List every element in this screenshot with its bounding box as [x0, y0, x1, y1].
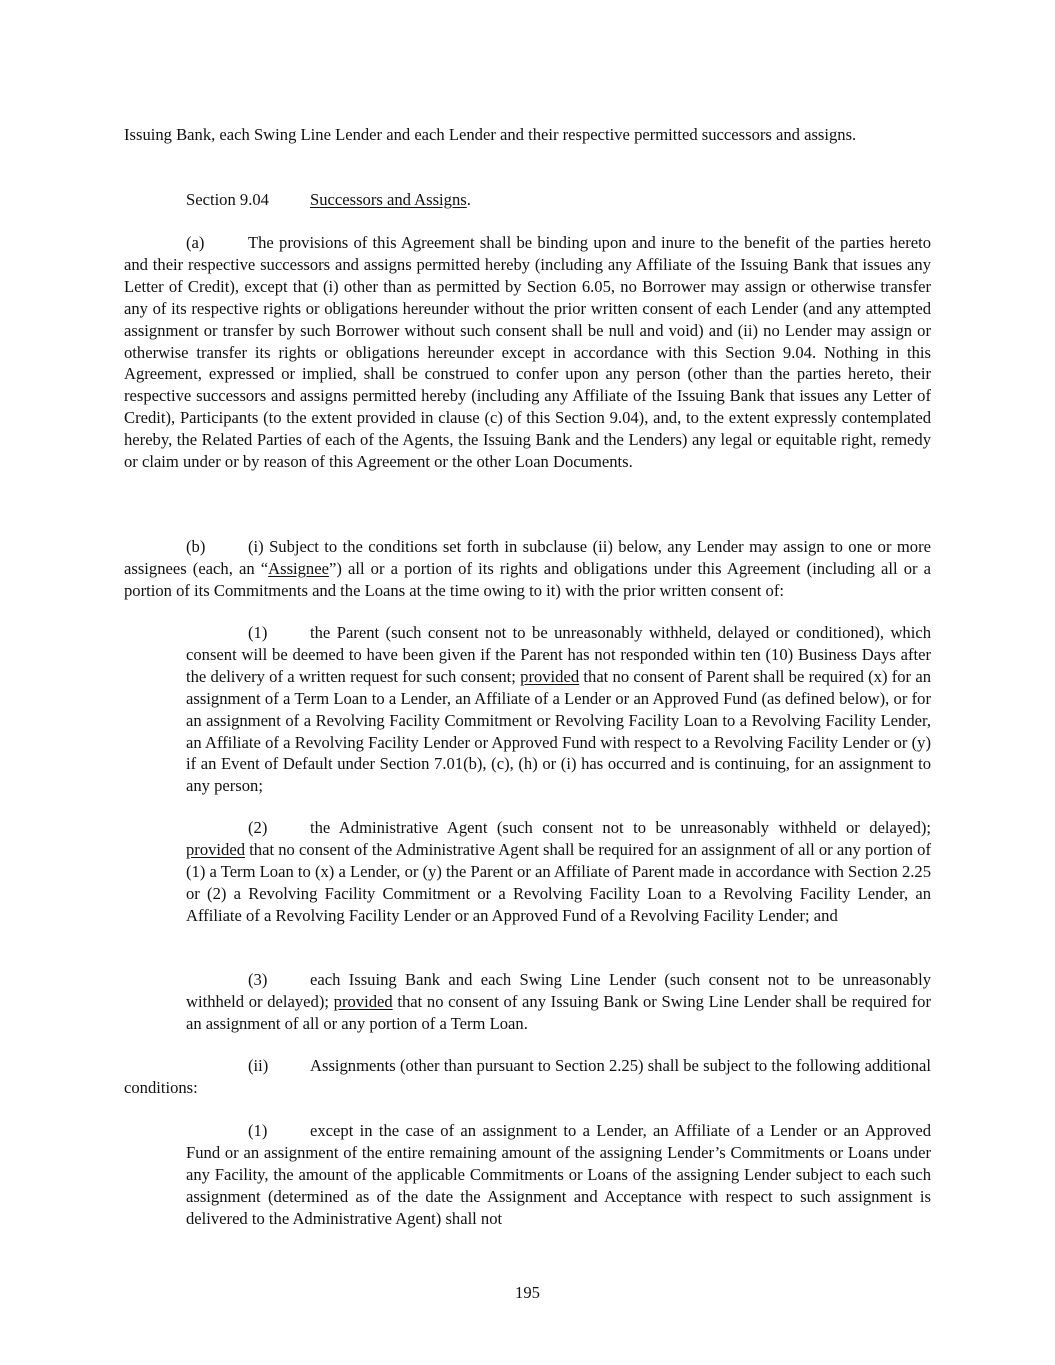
consent-item-3: (3) each Issuing Bank and each Swing Line Lender (such consent not to be unreasonably withheld or delayed); provided that no consent of any Issuing Bank or Swing Line Lender shall be required for an assignment of all or any portion of a Term Loan. — [186, 970, 931, 1033]
subclause-ii — [124, 1055, 931, 1099]
consent-item-3-label: (3) — [248, 970, 268, 989]
section-heading: Section 9.04 Successors and Assigns. — [186, 190, 471, 209]
section-number: Section 9.04 — [186, 190, 269, 209]
page-number: 195 — [515, 1283, 540, 1302]
subclause-ii-text: Assignments (other than pursuant to Section 2.25) shall be subject to the following additional conditions: — [124, 1056, 931, 1097]
paragraph-a-label: (a) — [186, 233, 205, 252]
defined-term-assignee: Assignee — [268, 558, 329, 578]
condition-item-1-text: except in the case of an assignment to a Lender, an Affiliate of a Lender or an Approved Fund or an assignment of the entire remaining amount of the assigning Lender’s Commitments or Loans under any Facility, the amount of the applicable Commitments or Loans of the assigning Lender subject to each such assignment (determined as of the date the Assignment and Acceptance with respect to such assignment is delivered to the Administrative Agent) shall not — [186, 1121, 931, 1228]
proviso-term: provided — [520, 666, 580, 686]
consent-item-2-label: (2) — [248, 818, 268, 837]
condition-item-1-label: (1) — [248, 1121, 268, 1140]
section-title: Successors and Assigns — [310, 190, 467, 209]
paragraph-a-text: The provisions of this Agreement shall be binding upon and inure to the benefit of the parties hereto and their respective successors and assigns permitted hereby (including any Affiliate of the Issuing Bank that issues any Letter of Credit), except that (i) other than as permitted by Section 6.05, no Borrower may assign or otherwise transfer any of its respective rights or obligations hereunder without the prior written consent of each Lender (and any attempted assignment or transfer by such Borrower without such consent shall be null and void) and (ii) no Lender may assign or otherwise transfer its rights or obligations hereunder except in accordance with this Section 9.04. Nothing in this Agreement, expressed or implied, shall be construed to confer upon any person (other than the parties hereto, their respective successors and assigns permitted hereby (including any Affiliate of the Issuing Bank that issues any Letter of Credit), Participants (to the extent provided in clause (c) of this Section 9.04), and, to the extent expressly contemplated hereby, the Related Parties of each of the Agents, the Issuing Bank and the Lenders) any legal or equitable right, remedy or claim under or by reason of this Agreement or the other Loan Documents. — [124, 233, 931, 472]
subclause-ii-label: (ii) — [248, 1056, 269, 1075]
consent-item-2: (2) the Administrative Agent (such consent not to be unreasonably withheld or delayed); provided that no consent of the Administrative Agent shall be required for an assignment of all or any portion of (1) a Term Loan to (x) a Lender, or (y) the Parent or an Affiliate of Parent made in accordance with Section 2.25 or (2) a Revolving Facility Commitment or a Revolving Facility Loan to a Revolving Facility Lender, an Affiliate of a Revolving Facility Lender or an Approved Fund of a Revolving Facility Lender; and — [186, 818, 931, 925]
consent-item-1-label: (1) — [248, 623, 268, 642]
proviso-term: provided — [186, 839, 245, 859]
condition-item-1 — [186, 1120, 931, 1230]
proviso-term: provided — [333, 991, 393, 1011]
paragraph-b-label: (b) — [186, 537, 206, 556]
paragraph-b: (b) (i) Subject to the conditions set forth in subclause (ii) below, any Lender may assign to one or more assignees (each, an “Assignee”) all or a portion of its rights and obligations under this Agreement (including all or a portion of its Commitments and the Loans at the time owing to it) with the prior written consent of: — [124, 537, 931, 600]
paragraph-a — [124, 232, 931, 473]
consent-item-1: (1) the Parent (such consent not to be unreasonably withheld, delayed or conditioned), which consent will be deemed to have been given if the Parent has not responded within ten (10) Business Days after the delivery of a written request for such consent; provided that no consent of Parent shall be required (x) for an assignment of a Term Loan to a Lender, an Affiliate of a Lender or an Approved Fund (as defined below), or for an assignment of a Revolving Facility Commitment or Revolving Facility Loan to a Revolving Facility Lender, an Affiliate of a Revolving Facility Lender or Approved Fund with respect to a Revolving Facility Lender or (y) if an Event of Default under Section 7.01(b), (c), (h) or (i) has occurred and is continuing, for an assignment to any person; — [186, 623, 932, 796]
carryover-paragraph: Issuing Bank, each Swing Line Lender and each Lender and their respective permitted successors and assigns. — [124, 125, 857, 144]
